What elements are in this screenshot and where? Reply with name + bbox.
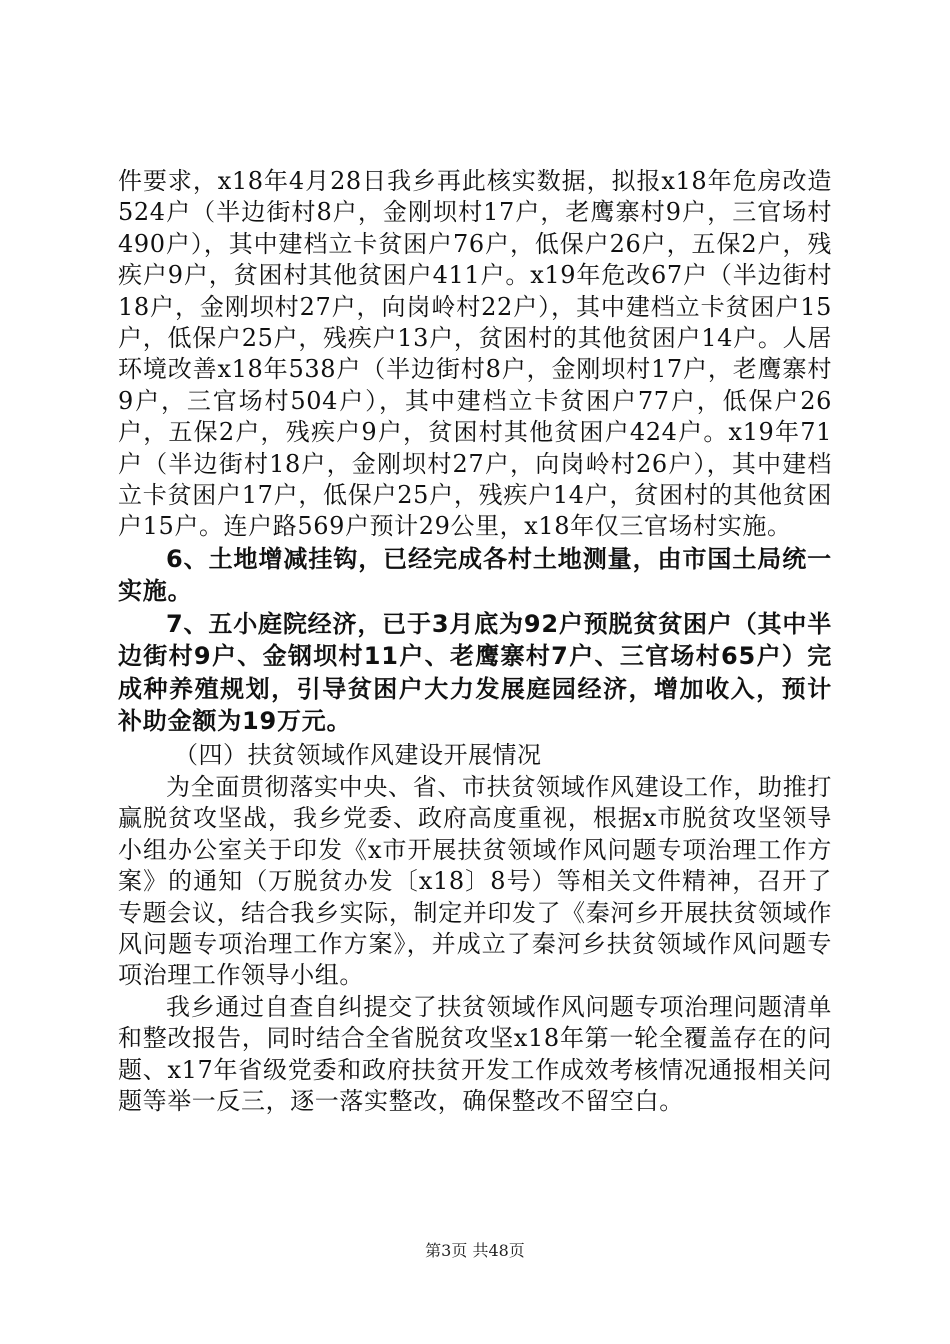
section-heading: （四）扶贫领域作风建设开展情况 [174, 740, 542, 769]
paragraph-work-style-plan: 为全面贯彻落实中央、省、市扶贫领域作风建设工作，助推打赢脱贫攻坚战，我乡党委、政府高度重视，根据x市脱贫攻坚领导小组办公室关于印发《x市开展扶贫领域作风问题专项治理工作方案》的通知（万脱贫办发〔x18〕8号）等相关文件精神，召开了专题会议，结合我乡实际，制定并印发了《秦河乡开展扶贫领域作风问题专项治理工作方案》，并成立了秦河乡扶贫领域作风问题专项治理工作领导小组。 [118, 772, 832, 990]
document-body [118, 166, 832, 1117]
paragraph-housing-renovation: 件要求，x18年4月28日我乡再此核实数据，拟报x18年危房改造524户（半边街村8户，金刚坝村17户，老鹰寨村9户，三官场村490户），其中建档立卡贫困户76户，低保户26户，五保2户，残疾户9户，贫困村其他贫困户411户。x19年危改67户（半边街村18户，金刚坝村27户，向岗岭村22户），其中建档立卡贫困户15户，低保户25户，残疾户13户，贫困村的其他贫困户14户。人居环境改善x18年538户（半边街村8户，金刚坝村17户，老鹰寨村9户，三官场村504户），其中建档立卡贫困户77户，低保户26户，五保2户，残疾户9户，贫困村其他贫困户424户。x19年71户（半边街村18户，金刚坝村27户，向岗岭村26户），其中建档立卡贫困户17户，低保户25户，残疾户14户，贫困村的其他贫困户15户。连户路569户预计29公里，x18年仅三官场村实施。 [118, 167, 832, 541]
paragraph-courtyard-economy: 7、五小庭院经济，已于3月底为92户预脱贫贫困户（其中半边街村9户、金钢坝村11户、老鹰寨村7户、三官场村65户）完成种养殖规划，引导贫困户大力发展庭园经济，增加收入，预计补助金额为19万元。 [118, 609, 832, 736]
paragraph-land-linkage: 6、土地增减挂钩，已经完成各村土地测量，由市国土局统一实施。 [118, 544, 832, 606]
paragraph-rectification: 我乡通过自查自纠提交了扶贫领域作风问题专项治理问题清单和整改报告，同时结合全省脱贫攻坚x18年第一轮全覆盖存在的问题、x17年省级党委和政府扶贫开发工作成效考核情况通报相关问题等举一反三，逐一落实整改，确保整改不留空白。 [118, 992, 832, 1115]
page-footer: 第3页 共48页 [425, 1241, 525, 1260]
